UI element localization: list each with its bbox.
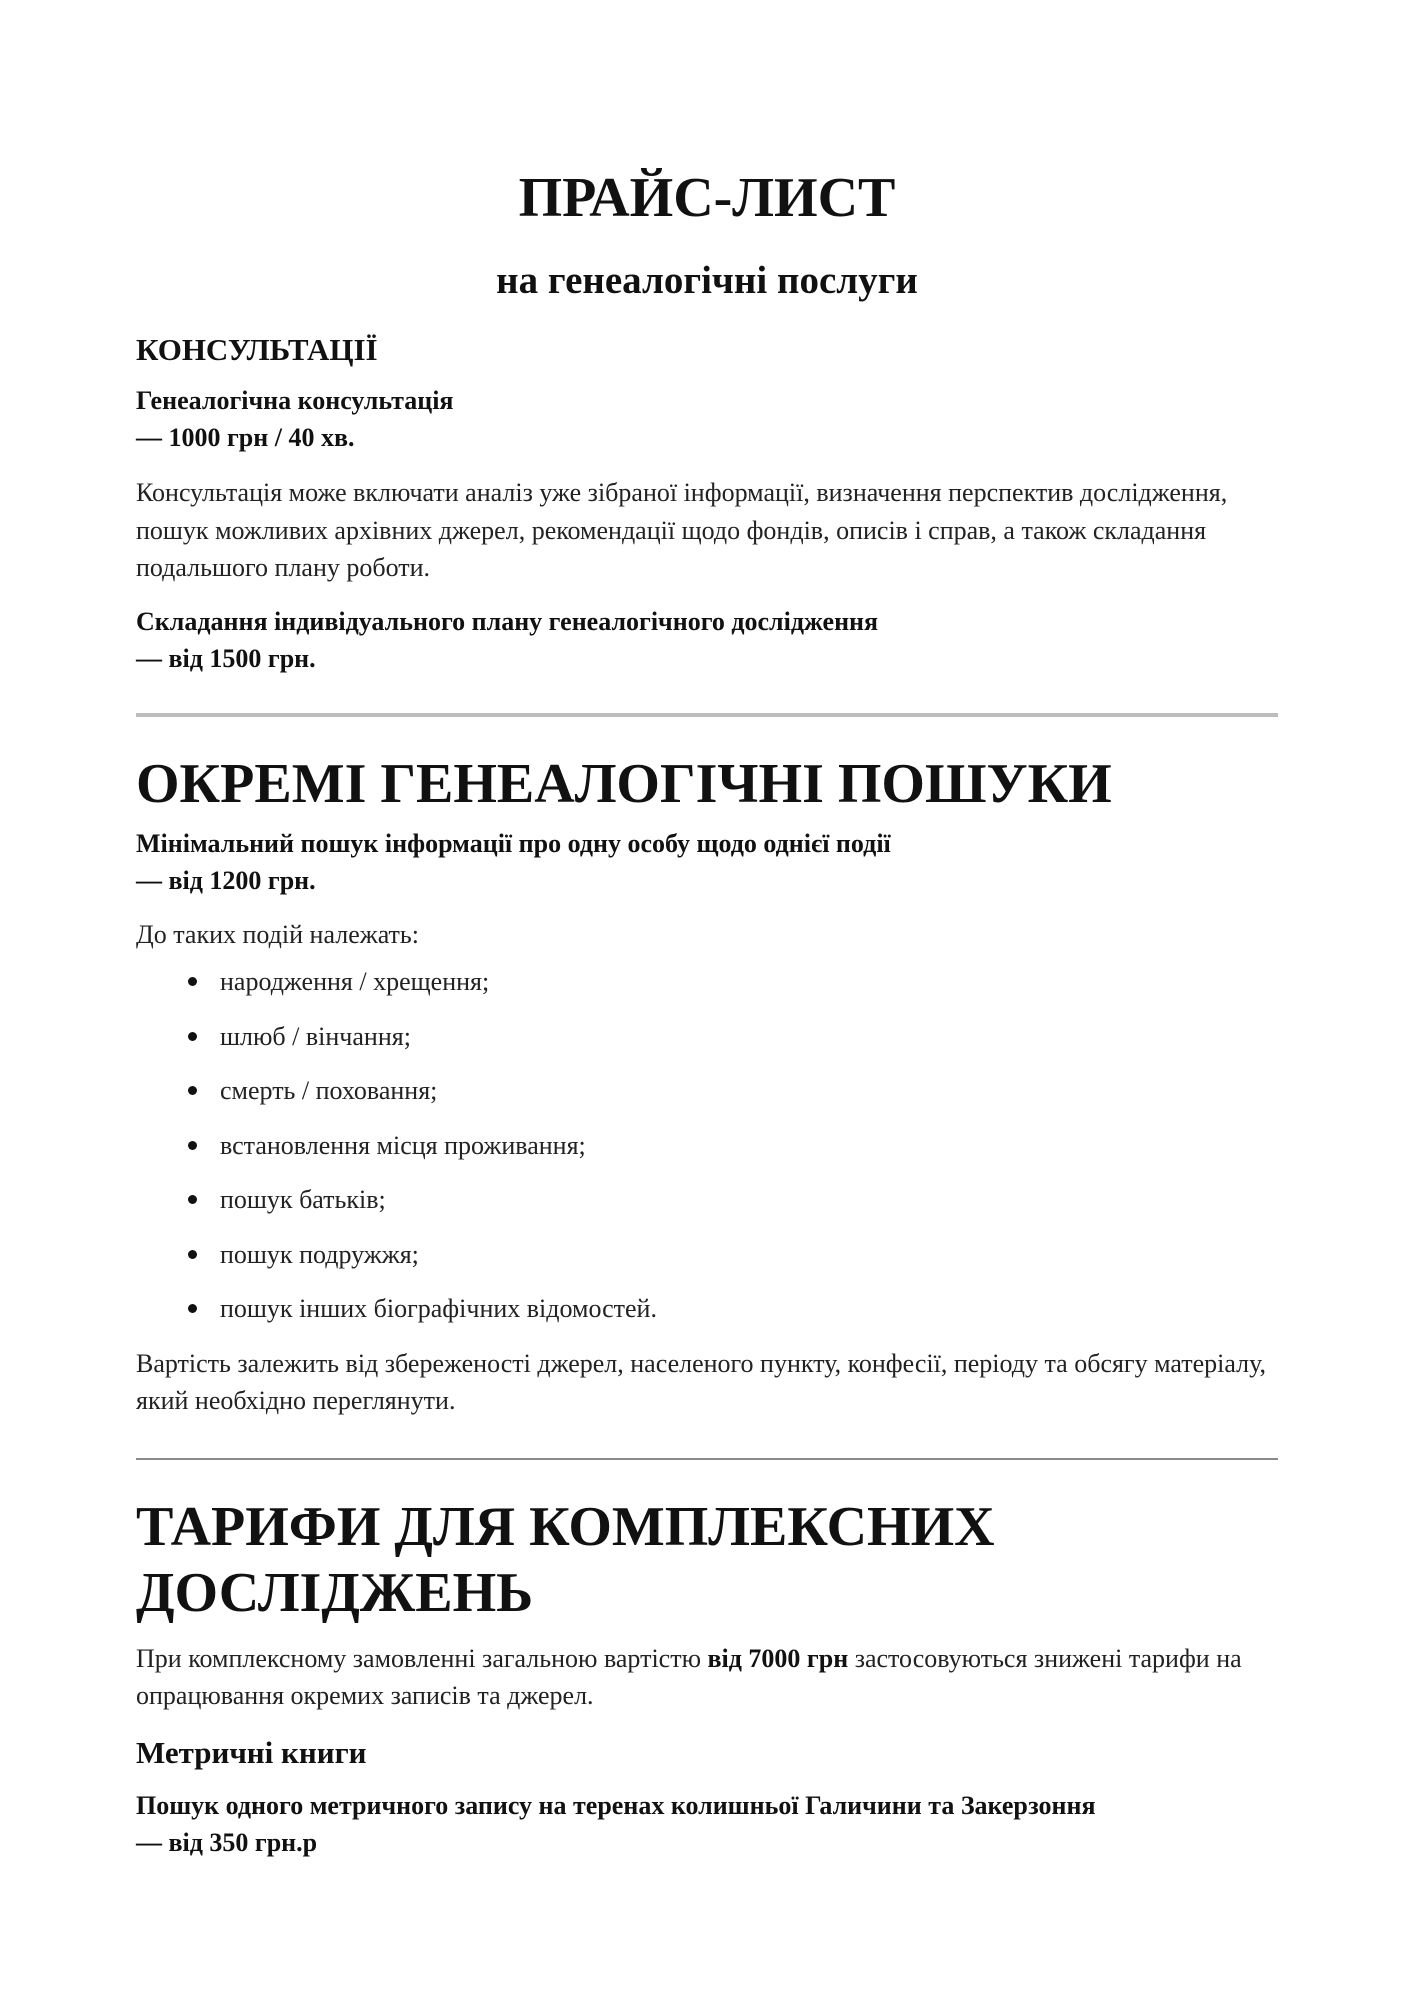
minimal-search-price: — від 1200 грн. — [136, 865, 316, 895]
section-divider — [136, 1458, 1278, 1460]
bullet-icon — [188, 1195, 197, 1204]
list-item: пошук батьків; — [220, 1181, 1278, 1218]
cost-note: Вартість залежить від збереженості джерел, населеного пункту, конфесії, періоду та обсягу матеріалу, який необхідно переглянути. — [136, 1348, 1267, 1415]
bullet-icon — [188, 1032, 197, 1041]
consultation-description-block — [136, 474, 1278, 587]
events-intro: До таких подій належать: — [136, 919, 420, 949]
list-item: пошук інших біографічних відомостей. — [220, 1290, 1278, 1327]
plan-price: — від 1500 грн. — [136, 643, 316, 673]
events-list — [136, 963, 1278, 1327]
complex-research-heading: ТАРИФИ ДЛЯ КОМПЛЕКСНИХ ДОСЛІДЖЕНЬ — [136, 1495, 995, 1624]
document-title: ПРАЙС-ЛИСТ — [518, 167, 896, 229]
minimal-search-item — [136, 825, 1278, 899]
minimal-search-name: Мінімальний пошук інформації про одну особу щодо однієї події — [136, 828, 891, 858]
bullet-icon — [188, 1141, 197, 1150]
list-item: шлюб / вінчання; — [220, 1018, 1278, 1055]
metric-record-item — [136, 1787, 1278, 1861]
metric-record-price: — від 350 грн.р — [136, 1827, 318, 1857]
bullet-icon — [188, 1250, 197, 1259]
metric-record-name: Пошук одного метричного запису на теренах колишньої Галичини та Закерзоння — [136, 1790, 1096, 1820]
plan-name: Складання індивідуального плану генеалогічного дослідження — [136, 606, 879, 636]
cost-note-block — [136, 1345, 1278, 1420]
plan-item — [136, 603, 1278, 677]
document-subtitle: на генеалогічні послуги — [496, 259, 918, 302]
bullet-icon — [188, 1304, 197, 1313]
consultation-price: — 1000 грн / 40 хв. — [136, 423, 355, 452]
consultation-description: Консультація може включати аналіз уже зібраної інформації, визначення перспектив дослідження, пошук можливих архівних джерел, рекомендації щодо фондів, описів і справ, а також складання подальшого плану роботи. — [136, 478, 1228, 582]
complex-intro: При комплексному замовленні загальною вартістю від 7000 грн застосовуються знижені тарифи на опрацювання окремих записів та джерел. — [136, 1643, 1242, 1710]
list-item: смерть / поховання; — [220, 1072, 1278, 1109]
bullet-icon — [188, 1086, 197, 1095]
list-item: народження / хрещення; — [220, 963, 1278, 1000]
separate-searches-heading: ОКРЕМІ ГЕНЕАЛОГІЧНІ ПОШУКИ — [136, 752, 1112, 815]
consultation-name: Генеалогічна консультація — [136, 386, 454, 415]
metric-books-heading: Метричні книги — [136, 1734, 367, 1770]
list-item: встановлення місця проживання; — [220, 1127, 1278, 1164]
complex-intro-block — [136, 1640, 1278, 1715]
events-intro-block — [136, 916, 1278, 954]
bullet-icon — [188, 977, 197, 986]
section-divider — [136, 713, 1278, 717]
consultations-heading: КОНСУЛЬТАЦІЇ — [136, 332, 378, 367]
min-order-amount: від 7000 грн — [707, 1643, 849, 1673]
consultation-item — [136, 382, 1278, 456]
list-item: пошук подружжя; — [220, 1236, 1278, 1273]
